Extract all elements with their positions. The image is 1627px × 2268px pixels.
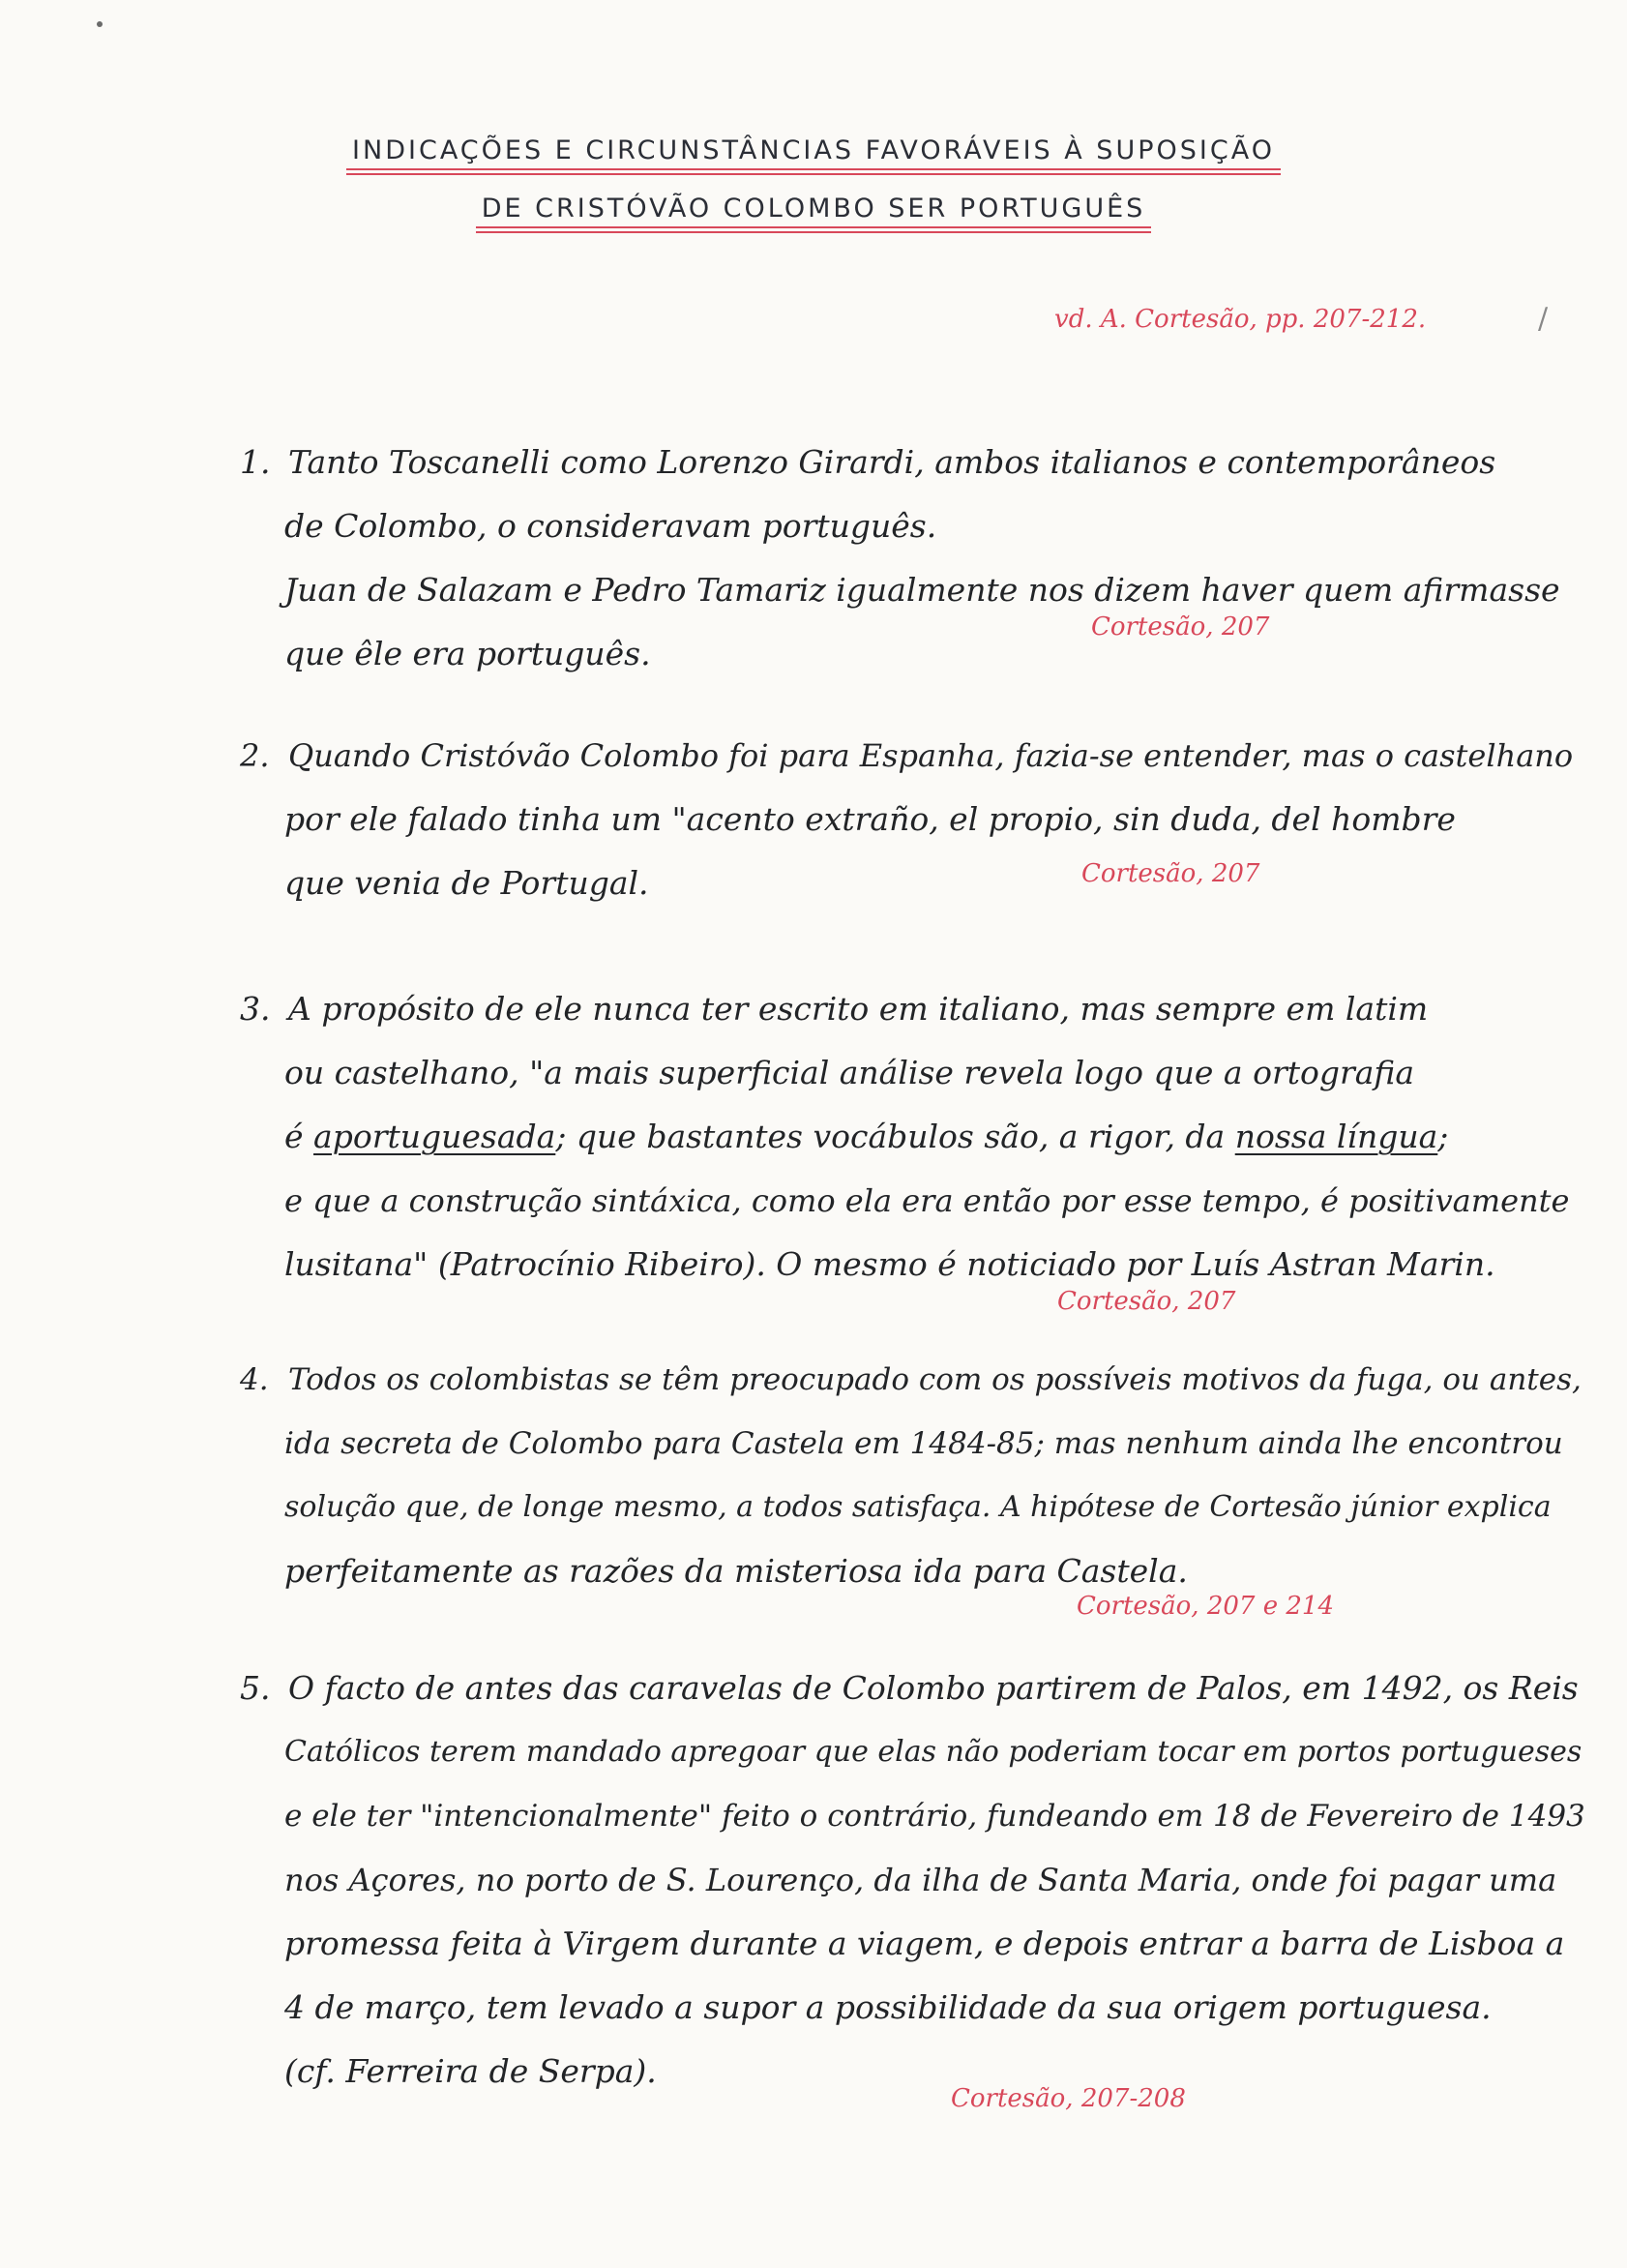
list-item-5 [240,1656,1585,2113]
item-line: e ele ter "intencionalmente" feito o contrário, fundeando em 18 de Fevereiro de 1493 [284,1799,1585,1834]
item-number: 4. [240,1362,269,1397]
item-line [240,431,1575,494]
paper-speck [97,21,103,27]
item-line: que venia de Portugal. [284,864,649,902]
item-line [240,1348,1582,1412]
list-item-2 [240,724,1575,915]
underlined-word: aportuguesada [313,1118,556,1155]
citation: Cortesão, 207 [1057,1287,1236,1316]
list-item-3 [240,977,1575,1316]
item-line [240,1656,1579,1720]
pen-mark: / [1538,302,1549,336]
item-line [240,977,1575,1041]
item-line: ou castelhano, "a mais superficial análise revela logo que a ortografia [284,1054,1415,1091]
list-item-1 [240,431,1575,686]
citation: Cortesão, 207 e 214 [1077,1592,1335,1621]
item-line: de Colombo, o consideravam português. [284,507,937,545]
item-line: Católicos terem mandado apregoar que elas não poderiam tocar em portos portugueses [284,1735,1583,1769]
item-line: 4 de março, tem levado a supor a possibilidade da sua origem portuguesa. [284,1988,1492,2026]
item-number: 2. [240,737,270,774]
citation: Cortesão, 207-208 [951,2084,1186,2113]
title-text-1: INDICAÇÕES E CIRCUNSTÂNCIAS FAVORÁVEIS À SUPOSIÇÃO [352,135,1275,171]
item-line: que êle era português. [284,635,651,672]
item-line: (cf. Ferreira de Serpa). [284,2052,657,2090]
item-text: A propósito de ele nunca ter escrito em italiano, mas sempre em latim [288,990,1429,1028]
item-text: Quando Cristóvão Colombo foi para Espanha, fazia-se entender, mas o castelhano [288,737,1574,774]
item-line: e que a construção sintáxica, como ela era então por esse tempo, é positivamente [284,1182,1570,1219]
item-line: Juan de Salazam e Pedro Tamariz igualmente nos dizem haver quem afirmasse [284,571,1560,609]
item-line: lusitana" (Patrocínio Ribeiro). O mesmo é noticiado por Luís Astran Marin. [284,1245,1495,1283]
item-text: Todos os colombistas se têm preocupado com os possíveis motivos da fuga, ou antes, [288,1362,1582,1397]
list-item-4 [240,1348,1582,1621]
item-line: promessa feita à Virgem durante a viagem, e depois entrar a barra de Lisboa a [284,1925,1565,1962]
underlined-phrase: nossa língua [1234,1118,1438,1155]
item-number: 5. [240,1669,271,1707]
item-number: 1. [240,443,271,481]
item-line: solução que, de longe mesmo, a todos satisfaça. A hipótese de Cortesão júnior explica [284,1490,1552,1524]
item-line: por ele falado tinha um "acento extraño, el propio, sin duda, del hombre [284,800,1456,838]
title-text-2: DE CRISTÓVÃO COLOMBO SER PORTUGUÊS [482,194,1146,229]
item-number: 3. [240,990,271,1028]
citation: Cortesão, 207 [1091,612,1270,642]
item-line: perfeitamente as razões da misteriosa ida para Castela. [284,1552,1188,1590]
item-line: ida secreta de Colombo para Castela em 1484-85; mas nenhum ainda lhe encontrou [284,1426,1563,1461]
item-text: Tanto Toscanelli como Lorenzo Girardi, ambos italianos e contemporâneos [288,443,1496,481]
reference-note: vd. A. Cortesão, pp. 207-212. [1054,305,1427,334]
title-line-2 [0,194,1627,229]
title-line-1 [0,135,1627,171]
item-line: é aportuguesada; que bastantes vocábulos são, a rigor, da nossa língua; [284,1118,1449,1155]
citation: Cortesão, 207 [1081,859,1260,888]
item-text: O facto de antes das caravelas de Colombo partirem de Palos, em 1492, os Reis [288,1669,1579,1707]
item-line: nos Açores, no porto de S. Lourenço, da ilha de Santa Maria, onde foi pagar uma [284,1862,1557,1898]
item-line [240,724,1575,788]
